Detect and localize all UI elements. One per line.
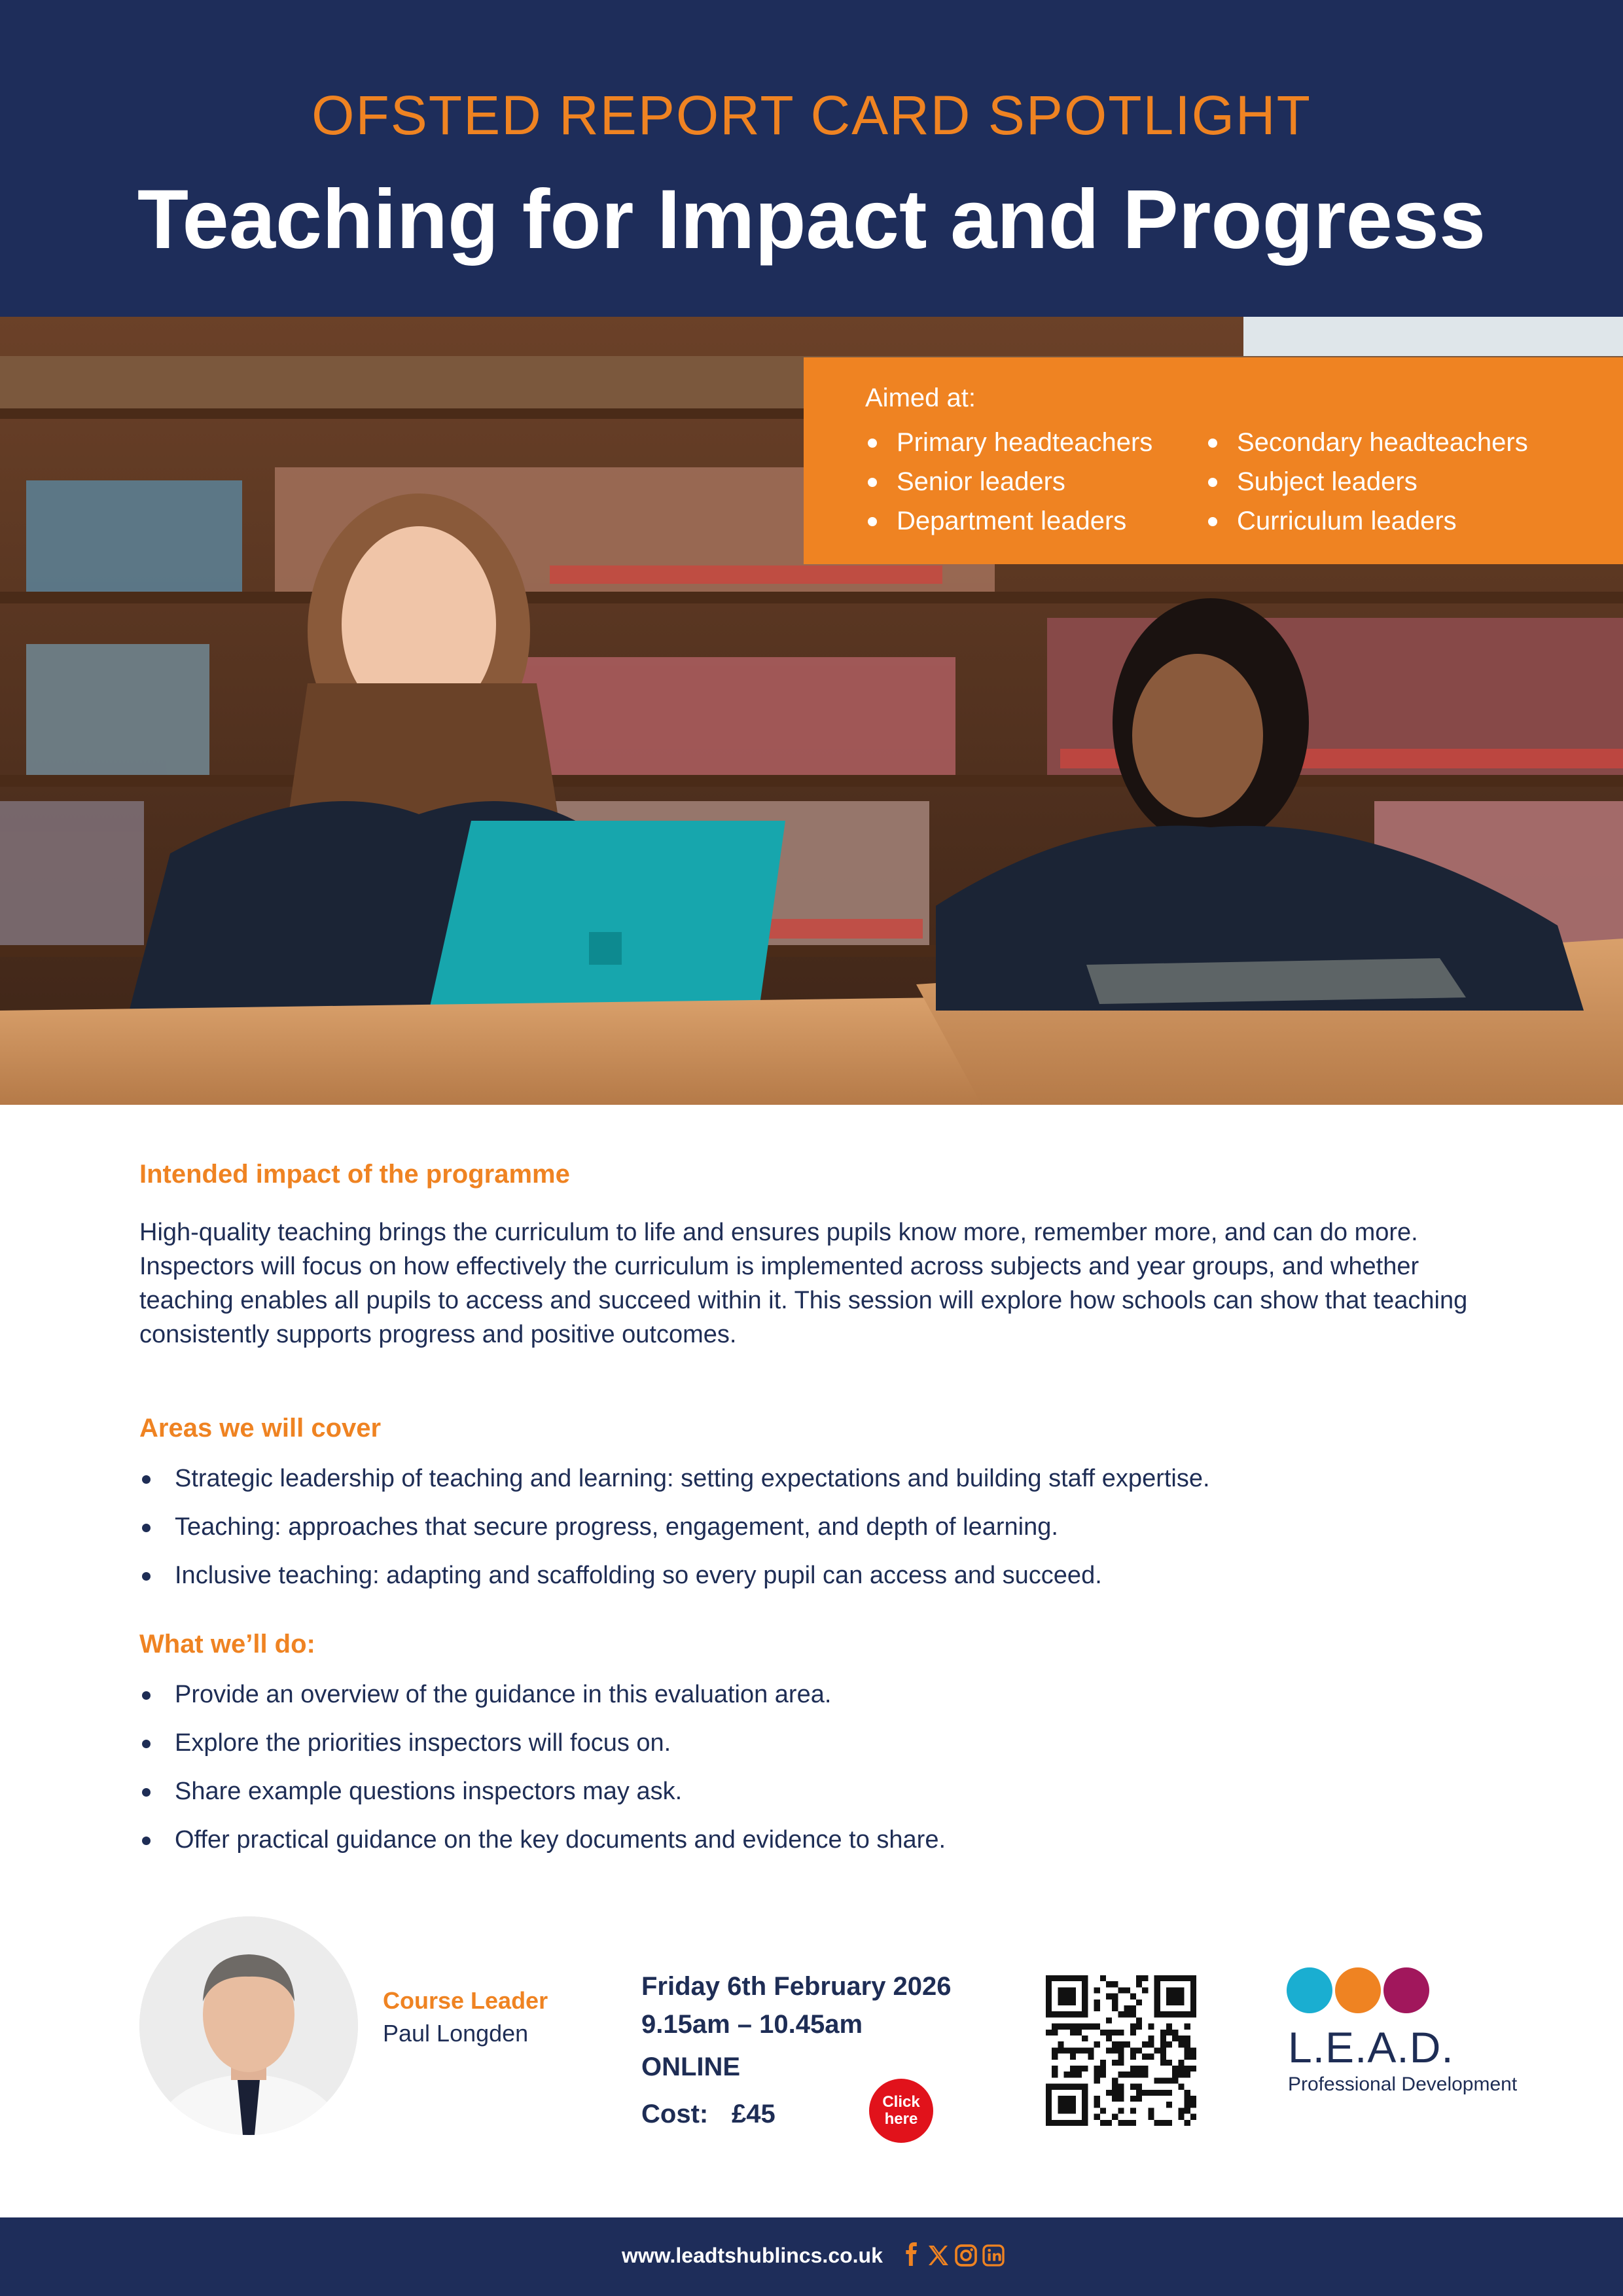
avatar	[139, 1916, 358, 2135]
list-item: Strategic leadership of teaching and learning: setting expectations and building staff expertise.	[139, 1454, 1488, 1503]
cost-value: £45	[732, 2100, 776, 2128]
page-title: Teaching for Impact and Progress	[137, 173, 1486, 266]
header-banner	[0, 0, 1623, 317]
instagram-icon[interactable]	[953, 2242, 979, 2269]
event-datetime	[641, 1967, 952, 2043]
do-list	[139, 1670, 1488, 1864]
list-item: Share example questions inspectors may ask.	[139, 1767, 1488, 1816]
click-here-button[interactable]	[869, 2079, 933, 2143]
impact-paragraph: High-quality teaching brings the curriculum to life and ensures pupils know more, remember more, and can do more. Inspectors will focus on how effectively the curriculum is implemented across subjects and year groups, and whether teaching enables all pupils to access and succeed within it. This session will explore how schools can show that teaching consistently supports progress and positive outcomes.	[139, 1219, 1468, 1348]
portrait-illustration	[139, 1916, 358, 2135]
kicker-title: OFSTED REPORT CARD SPOTLIGHT	[312, 84, 1311, 146]
areas-list	[139, 1454, 1488, 1600]
click-here-label-1: Click	[882, 2093, 920, 2111]
aimed-at-list-left	[865, 423, 1152, 541]
linkedin-icon[interactable]	[980, 2242, 1007, 2269]
aimed-at-item: Curriculum leaders	[1205, 501, 1528, 541]
footer-website-link[interactable]: www.leadtshublincs.co.uk	[622, 2244, 883, 2267]
course-leader-label: Course Leader	[383, 1987, 548, 2014]
facebook-icon[interactable]	[898, 2242, 924, 2269]
impact-heading: Intended impact of the programme	[139, 1160, 570, 1189]
cost-label: Cost:	[641, 2100, 709, 2128]
aimed-at-item: Secondary headteachers	[1205, 423, 1528, 462]
aimed-at-item: Subject leaders	[1205, 462, 1528, 501]
logo-dot-blue	[1287, 1967, 1332, 2013]
event-date: Friday 6th February 2026	[641, 1972, 952, 2001]
event-mode: ONLINE	[641, 2053, 741, 2081]
footer-bar	[0, 2217, 1623, 2296]
aimed-at-item: Primary headteachers	[865, 423, 1152, 462]
logo-dot-orange	[1335, 1967, 1381, 2013]
logo-dot-purple	[1383, 1967, 1429, 2013]
x-icon[interactable]	[925, 2242, 952, 2269]
course-leader-name: Paul Longden	[383, 2020, 529, 2047]
list-item: Offer practical guidance on the key documents and evidence to share.	[139, 1816, 1488, 1864]
logo-name: L.E.A.D.	[1288, 2023, 1454, 2072]
aimed-at-title: Aimed at:	[865, 384, 976, 412]
qr-code-pattern	[1046, 1975, 1196, 2126]
aimed-at-item: Senior leaders	[865, 462, 1152, 501]
list-item: Explore the priorities inspectors will focus on.	[139, 1719, 1488, 1767]
aimed-at-item: Department leaders	[865, 501, 1152, 541]
click-here-label-2: here	[884, 2110, 918, 2128]
list-item: Provide an overview of the guidance in this evaluation area.	[139, 1670, 1488, 1719]
qr-code[interactable]	[1046, 1975, 1196, 2126]
list-item: Teaching: approaches that secure progress, engagement, and depth of learning.	[139, 1503, 1488, 1551]
lead-logo	[1287, 1967, 1561, 2098]
list-item: Inclusive teaching: adapting and scaffolding so every pupil can access and succeed.	[139, 1551, 1488, 1600]
event-time: 9.15am – 10.45am	[641, 2010, 863, 2039]
logo-subtitle: Professional Development	[1288, 2073, 1518, 2095]
do-heading: What we’ll do:	[139, 1630, 315, 1659]
aimed-at-list-right	[1205, 423, 1528, 541]
aimed-at-box	[804, 357, 1623, 564]
areas-heading: Areas we will cover	[139, 1414, 382, 1443]
